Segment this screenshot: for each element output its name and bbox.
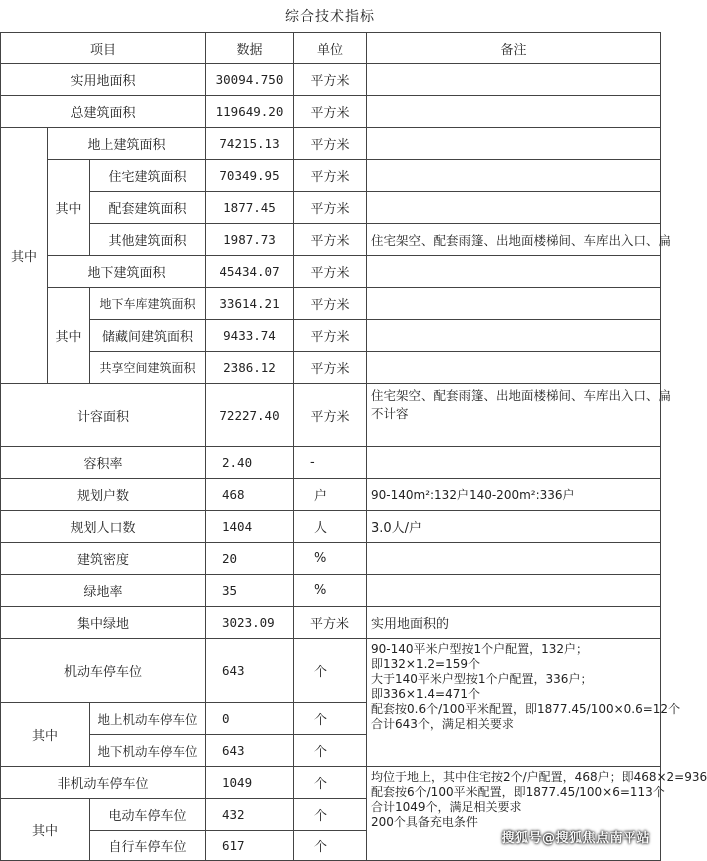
table-row: 非机动车停车位 1049 个 均位于地上，其中住宅按2个/户配置，468户；即468×2=936 配套按6个/100平米配置，即1877.45/100×6=113个 合计1049个，满足相关要求 200个具备充电条件 <box>1 767 661 799</box>
header-row <box>1 33 661 64</box>
table-row: 计容面积 72227.40 平方米 住宅架空、配套雨篷、出地面楼梯间、车库出入口、扁 不计容 <box>1 384 661 447</box>
table-row: 总建筑面积 119649.20 平方米 <box>1 96 661 128</box>
table-row: 建筑密度 20 % <box>1 543 661 575</box>
table-row: 其中 地上建筑面积 74215.13 平方米 <box>1 128 661 160</box>
header-note: 备注 <box>367 33 661 64</box>
table-row: 其中 电动车停车位 432 个 <box>1 799 661 831</box>
sub-group-label: 其中 <box>1 799 90 861</box>
table-row: 地下建筑面积 45434.07 平方米 <box>1 256 661 288</box>
table-row: 自行车停车位 617 个 <box>1 831 661 861</box>
table-row: 绿地率 35 % <box>1 575 661 607</box>
sub-group-label: 其中 <box>48 160 90 256</box>
header-data: 数据 <box>206 33 294 64</box>
table-title: 综合技术指标 <box>285 9 375 25</box>
table-row: 其他建筑面积 1987.73 平方米 住宅架空、配套雨篷、出地面楼梯间、车库出入口、扁 <box>1 224 661 256</box>
header-unit: 单位 <box>294 33 367 64</box>
header-item: 项目 <box>1 33 206 64</box>
table-row: 容积率 2.40 - <box>1 447 661 479</box>
technical-indicators-table <box>0 32 707 861</box>
table-row: 规划人口数 1404 人 3.0人/户 <box>1 511 661 543</box>
table-row: 集中绿地 3023.09 平方米 实用地面积的 <box>1 607 661 639</box>
table-row: 其中 地上机动车停车位 0 个 <box>1 703 661 735</box>
nonmotor-parking-note: 均位于地上，其中住宅按2个/户配置，468户；即468×2=936 配套按6个/100平米配置，即1877.45/100×6=113个 合计1049个，满足相关要求 200个具备充电条件 <box>367 767 661 861</box>
motor-parking-note: 90-140平米户型按1个户配置，132户； 即132×1.2=159个 大于140平米户型按1个户配置，336户； 即336×1.4=471个 配套按0.6个/100平米配置，即1877.45/100×0.6=12个 合计643个，满足相关要求 <box>367 639 661 767</box>
table-row: 配套建筑面积 1877.45 平方米 <box>1 192 661 224</box>
sub-group-label: 其中 <box>48 288 90 384</box>
table-row: 机动车停车位 643 个 90-140平米户型按1个户配置，132户； 即132×1.2=159个 大于140平米户型按1个户配置，336户； 即336×1.4=471个 配套按0.6个/100平米配置，即1877.45/100×0.6=12个 合计643个，满足相关要求 <box>1 639 661 703</box>
table-row: 共享空间建筑面积 2386.12 平方米 <box>1 352 661 384</box>
table-row: 规划户数 468 户 90-140m²:132户140-200m²:336户 <box>1 479 661 511</box>
watermark: 搜狐号@搜狐焦点南平站 <box>501 831 650 846</box>
table-row: 其中 住宅建筑面积 70349.95 平方米 <box>1 160 661 192</box>
table-row: 其中 地下车库建筑面积 33614.21 平方米 <box>1 288 661 320</box>
table-row: 实用地面积 30094.750 平方米 <box>1 64 661 96</box>
table-row: 储藏间建筑面积 9433.74 平方米 <box>1 320 661 352</box>
table-row: 地下机动车停车位 643 个 <box>1 735 661 767</box>
group-label: 其中 <box>1 128 48 384</box>
sub-group-label: 其中 <box>1 703 90 767</box>
